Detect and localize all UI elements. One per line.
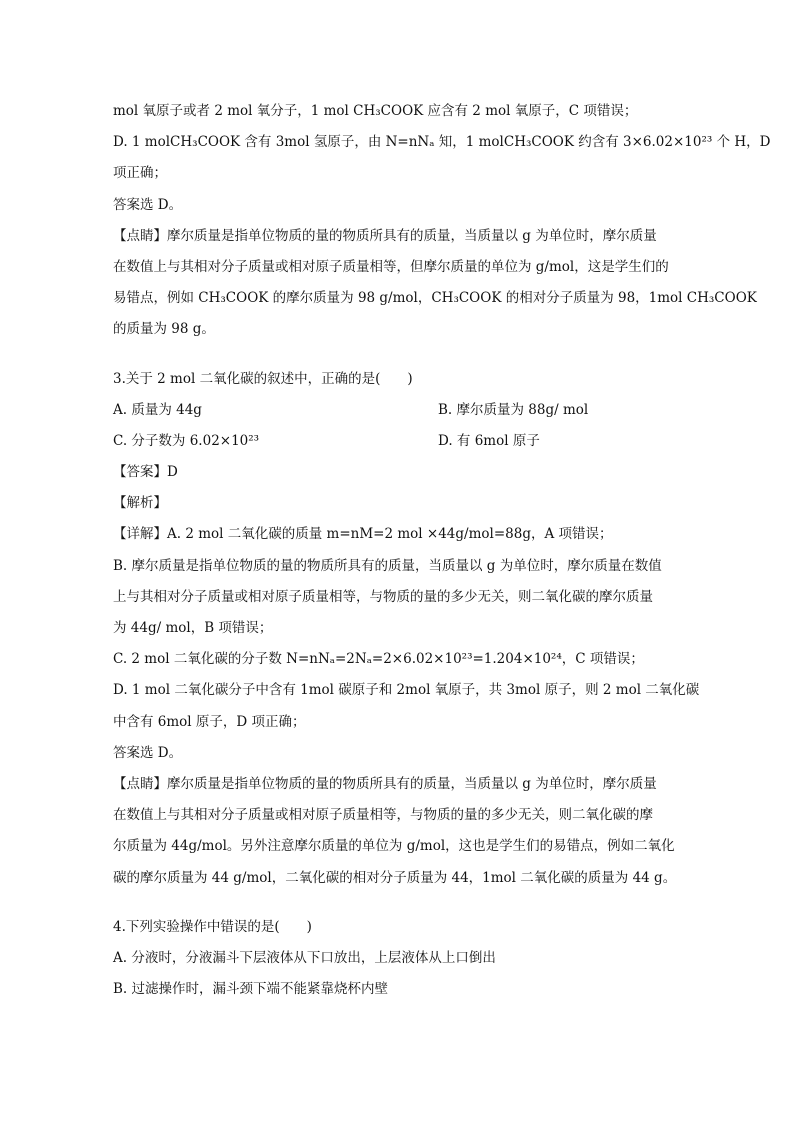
spacer (113, 894, 683, 912)
option-b: B. 摩尔质量为 88g/ mol (438, 401, 589, 418)
text-line: D. 1 mol 二氧化碳分子中含有 1mol 碳原子和 2mol 氧原子，共 3mol 原子，则 2 mol 二氧化碳 (113, 682, 700, 699)
option-b: B. 过滤操作时，漏斗颈下端不能紧靠烧杯内壁 (113, 981, 389, 998)
option-d: D. 有 6mol 原子 (438, 432, 540, 449)
option-a: A. 分液时，分液漏斗下层液体从下口放出，上层液体从上口倒出 (113, 949, 496, 966)
text-line: B. 摩尔质量是指单位物质的量的物质所具有的质量，当质量以 g 为单位时，摩尔质量在数值 (113, 557, 662, 574)
text-line: 【点睛】摩尔质量是指单位物质的量的物质所具有的质量，当质量以 g 为单位时，摩尔质量 (113, 775, 657, 792)
text-line: 答案选 D。 (113, 744, 183, 761)
question-3-options-row-2 (113, 426, 683, 457)
text-line: 易错点，例如 CH₃COOK 的摩尔质量为 98 g/mol，CH₃COOK 的相对分子质量为 98，1mol CH₃COOK (113, 290, 757, 307)
text-line: 为 44g/ mol，B 项错误； (113, 620, 273, 636)
text-line: 上与其相对分子质量或相对原子质量相等，与物质的量的多少无关，则二氧化碳的摩尔质量 (113, 588, 653, 605)
text-line: 中含有 6mol 原子，D 项正确； (113, 713, 306, 730)
text-line: D. 1 molCH₃COOK 含有 3mol 氢原子，由 N=nNₐ 知，1 molCH₃COOK 约含有 3×6.02×10²³ 个 H，D (113, 134, 771, 151)
answer-line: 【答案】D (113, 464, 178, 481)
spacer (113, 346, 683, 364)
option-a: A. 质量为 44g (113, 401, 202, 418)
text-line: 答案选 D。 (113, 196, 183, 213)
question-4-stem: 4.下列实验操作中错误的是( ) (113, 918, 312, 935)
document-page (113, 96, 771, 1005)
text-line: 在数值上与其相对分子质量或相对原子质量相等，与物质的量的多少无关，则二氧化碳的摩 (113, 807, 653, 824)
text-line: 在数值上与其相对分子质量或相对原子质量相等，但摩尔质量的单位为 g/mol，这是学生们的 (113, 258, 669, 275)
question-3-options-row-1 (113, 395, 683, 426)
text-line: 项正确； (113, 165, 167, 182)
text-line: 尔质量为 44g/mol。另外注意摩尔质量的单位为 g/mol，这也是学生们的易错点，例如二氧化 (113, 838, 675, 855)
text-line: 碳的摩尔质量为 44 g/mol，二氧化碳的相对分子质量为 44，1mol 二氧化碳的质量为 44 g。 (113, 869, 677, 886)
text-line: 【详解】A. 2 mol 二氧化碳的质量 m=nM=2 mol ×44g/mol=88g，A 项错误； (113, 526, 613, 543)
text-line: mol 氧原子或者 2 mol 氧分子，1 mol CH₃COOK 应含有 2 mol 氧原子，C 项错误； (113, 103, 638, 119)
analysis-heading: 【解析】 (113, 495, 167, 512)
text-line: C. 2 mol 二氧化碳的分子数 N=nNₐ=2Nₐ=2×6.02×10²³=1.204×10²⁴，C 项错误； (113, 651, 644, 668)
option-c: C. 分子数为 6.02×10²³ (113, 432, 260, 449)
question-3-stem: 3.关于 2 mol 二氧化碳的叙述中，正确的是( ) (113, 370, 413, 387)
text-line: 【点睛】摩尔质量是指单位物质的量的物质所具有的质量，当质量以 g 为单位时，摩尔质量 (113, 227, 657, 244)
text-line: 的质量为 98 g。 (113, 321, 215, 338)
